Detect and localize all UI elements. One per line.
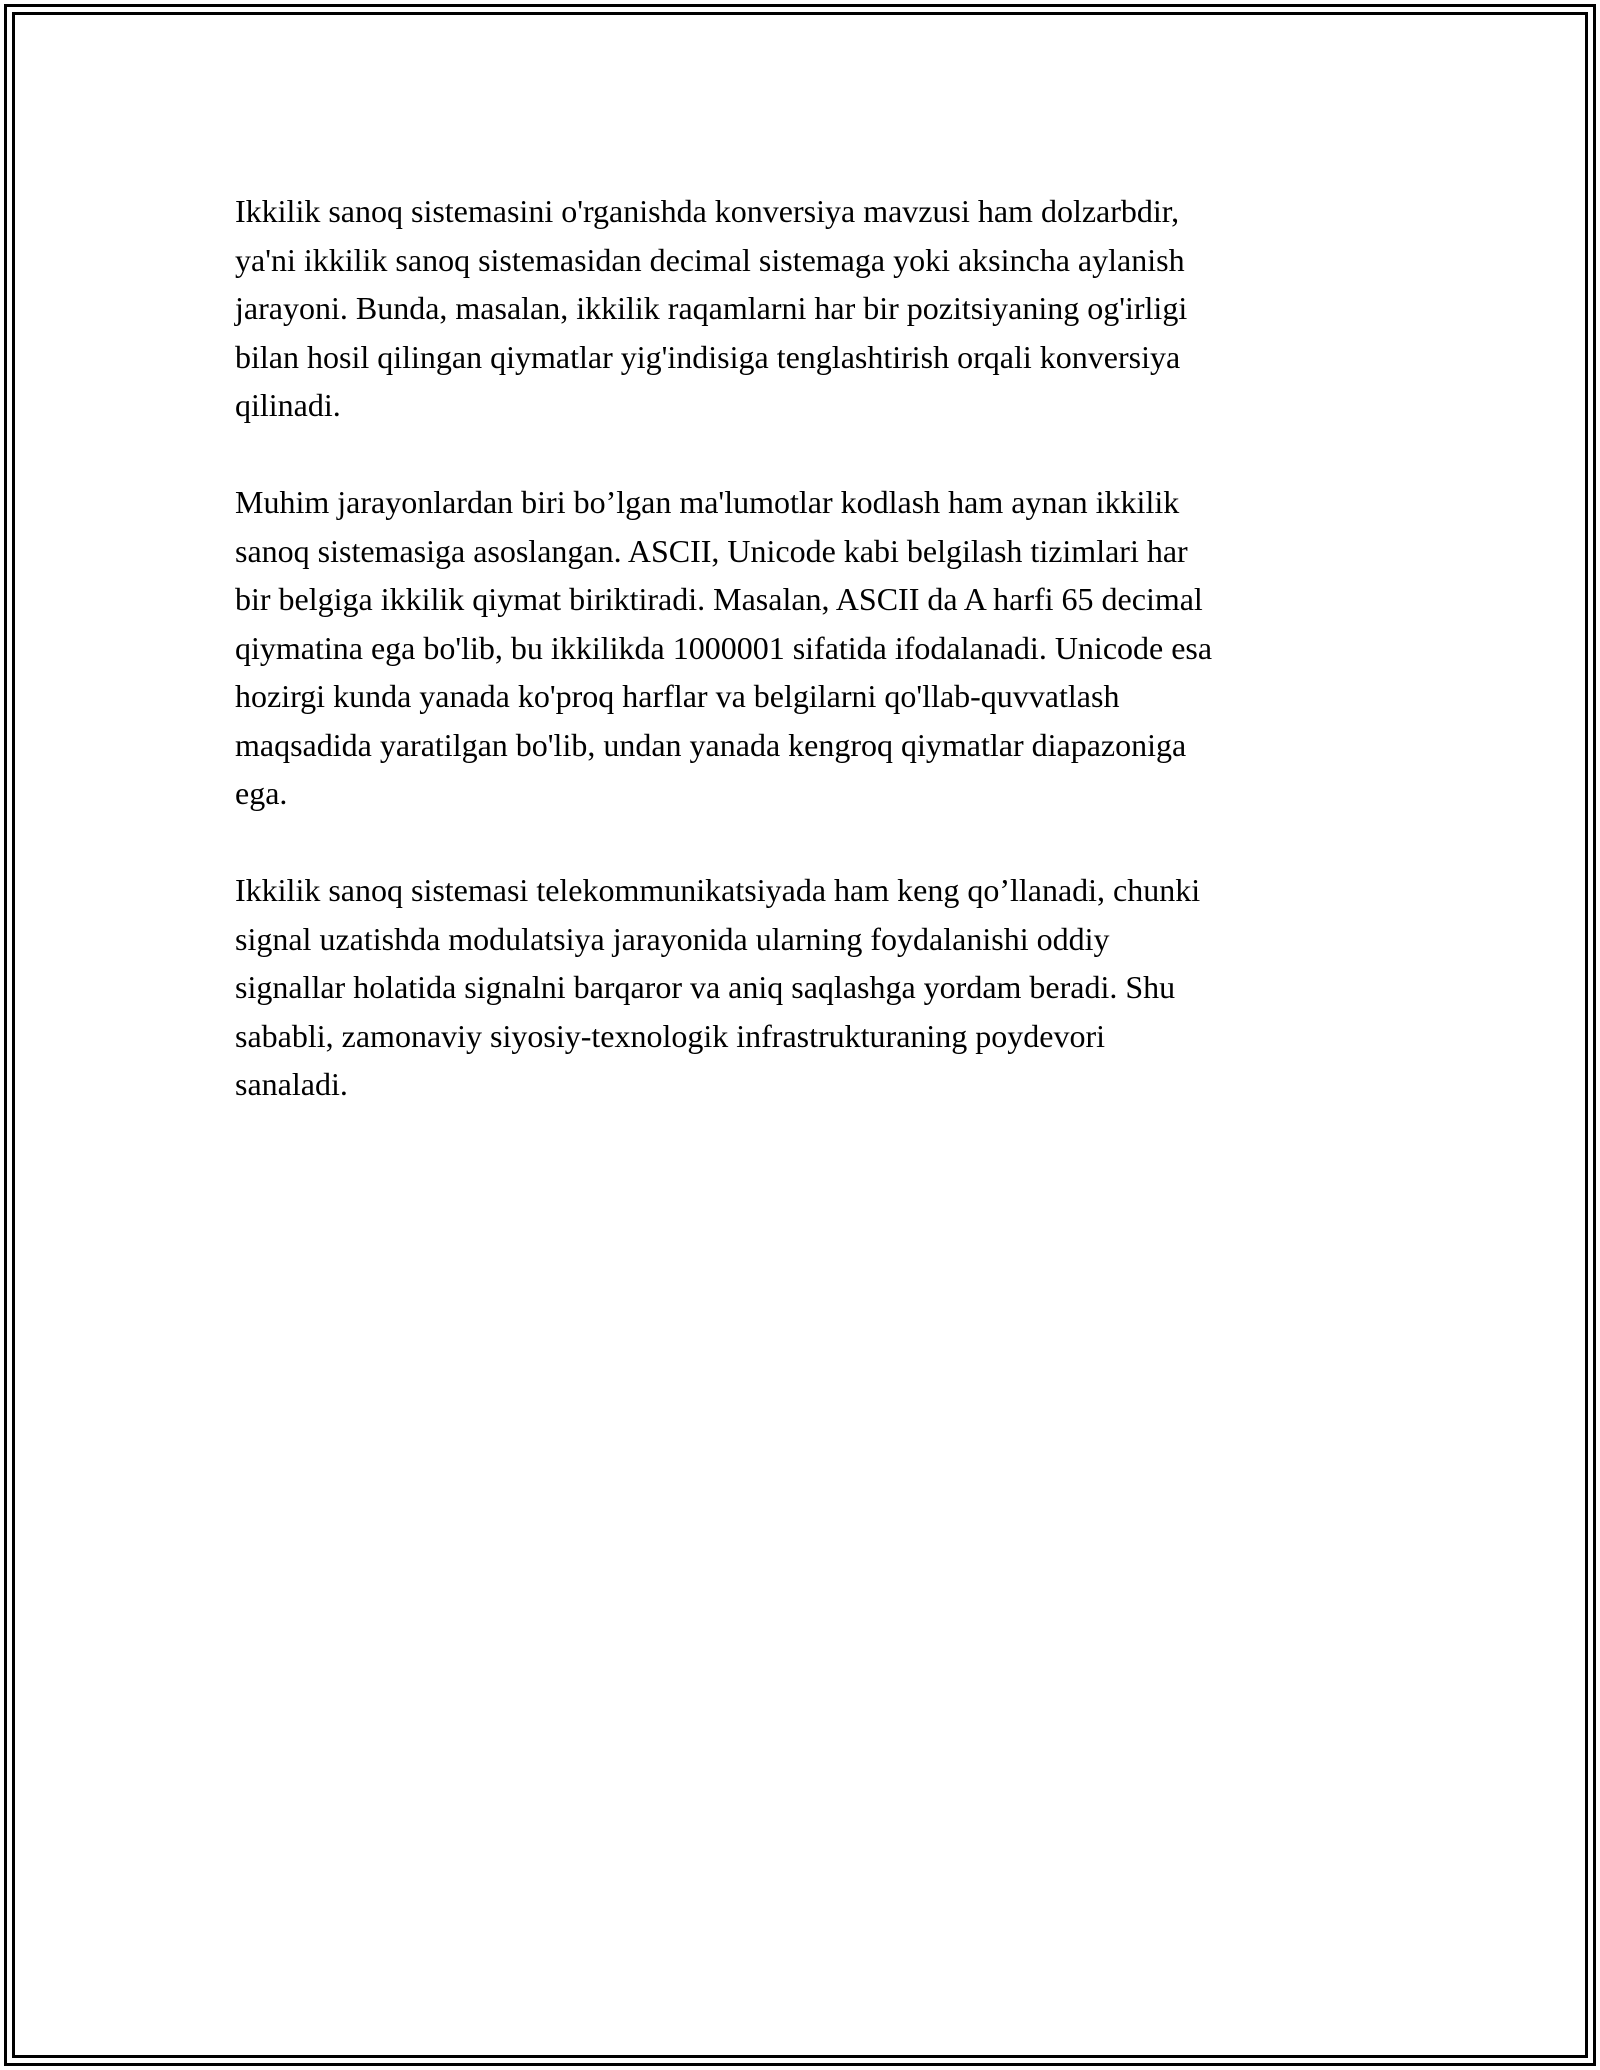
text-line: ega.: [235, 775, 288, 811]
document-body: [235, 187, 1370, 1157]
text-line: Ikkilik sanoq sistemasi telekommunikatsiyada ham keng qo’llanadi, chunki: [235, 872, 1201, 908]
text-line: maqsadida yaratilgan bo'lib, undan yanada kengroq qiymatlar diapazoniga: [235, 726, 1187, 763]
text-line: bilan hosil qilingan qiymatlar yig'indisiga tenglashtirish orqali konversiya: [235, 338, 1181, 375]
text-line: sanaladi.: [235, 1066, 348, 1102]
text-line: sababli, zamonaviy siyosiy-texnologik infrastrukturaning poydevori: [235, 1017, 1106, 1054]
text-line: signal uzatishda modulatsiya jarayonida ularning foydalanishi oddiy: [235, 920, 1110, 957]
text-line: bir belgiga ikkilik qiymat biriktiradi. Masalan, ASCII da A harfi 65 decimal: [235, 581, 1203, 617]
text-line: sanoq sistemasiga asoslangan. ASCII, Unicode kabi belgilash tizimlari har: [235, 532, 1188, 569]
text-line: Muhim jarayonlardan biri bo’lgan ma'lumotlar kodlash ham aynan ikkilik: [235, 484, 1180, 520]
text-line: jarayoni. Bunda, masalan, ikkilik raqamlarni har bir pozitsiyaning og'irligi: [235, 290, 1188, 326]
text-line: qiymatina ega bo'lib, bu ikkilikda 1000001 sifatida ifodalanadi. Unicode esa: [235, 629, 1213, 666]
paragraph-encoding: [235, 478, 1370, 818]
text-line: signallar holatida signalni barqaror va aniq saqlashga yordam beradi. Shu: [235, 969, 1176, 1005]
text-line: hozirgi kunda yanada ko'proq harflar va belgilarni qo'llab-quvvatlash: [235, 678, 1120, 714]
paragraph-conversion: [235, 187, 1370, 430]
paragraph-telecom: [235, 866, 1370, 1109]
text-line: ya'ni ikkilik sanoq sistemasidan decimal sistemaga yoki aksincha aylanish: [235, 241, 1185, 278]
text-line: Ikkilik sanoq sistemasini o'rganishda konversiya mavzusi ham dolzarbdir,: [235, 193, 1180, 229]
text-line: qilinadi.: [235, 387, 341, 423]
